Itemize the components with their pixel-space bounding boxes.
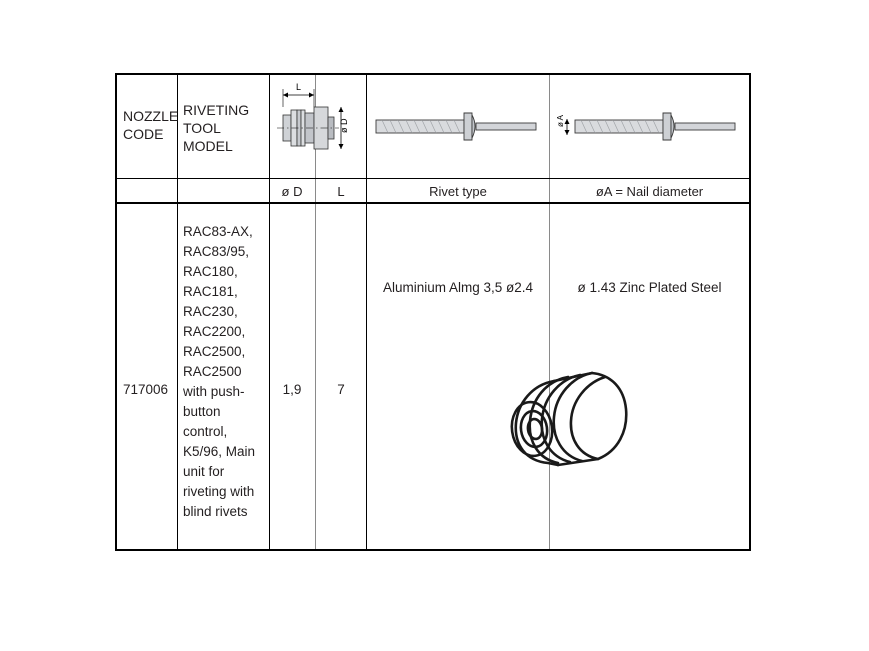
rivet-drawing (372, 105, 542, 151)
nail-diameter-drawing (553, 105, 743, 151)
cell-riveting-tool-model: RAC83-AX, RAC83/95, RAC180, RAC181, RAC230, RAC2200, RAC2500, RAC2500 with push-button control, K5/96, Main unit for riveting with blind rivets (183, 224, 256, 519)
table-header-band (117, 75, 749, 179)
specification-table (115, 73, 751, 551)
cell-nail-diameter: ø 1.43 Zinc Plated Steel (577, 280, 722, 295)
cell-dim-d: 1,9 (282, 382, 302, 397)
cell-nozzle-code: 717006 (123, 382, 169, 397)
cell-rivet-type: Aluminium Almg 3,5 ø2.4 (382, 280, 534, 295)
nozzle-product-illustration (472, 359, 652, 489)
svg-text:ø A: ø A (556, 114, 565, 127)
subheader-rivet-type: Rivet type (429, 184, 487, 199)
subheader-dim-l: L (337, 184, 345, 199)
cell-dim-l: 7 (337, 382, 345, 397)
nozzle-drawing (269, 77, 366, 177)
header-nozzle-code: NOZZLE CODE (123, 108, 179, 142)
subheader-dim-d: ø D (281, 184, 303, 199)
svg-text:ø D: ø D (339, 118, 349, 133)
header-riveting-tool-model: RIVETING TOOL MODEL (183, 102, 250, 154)
svg-text:L: L (296, 82, 302, 92)
table-body (117, 204, 749, 549)
table-subheader-band (117, 179, 749, 204)
subheader-nail-diameter: øA = Nail diameter (595, 184, 704, 199)
